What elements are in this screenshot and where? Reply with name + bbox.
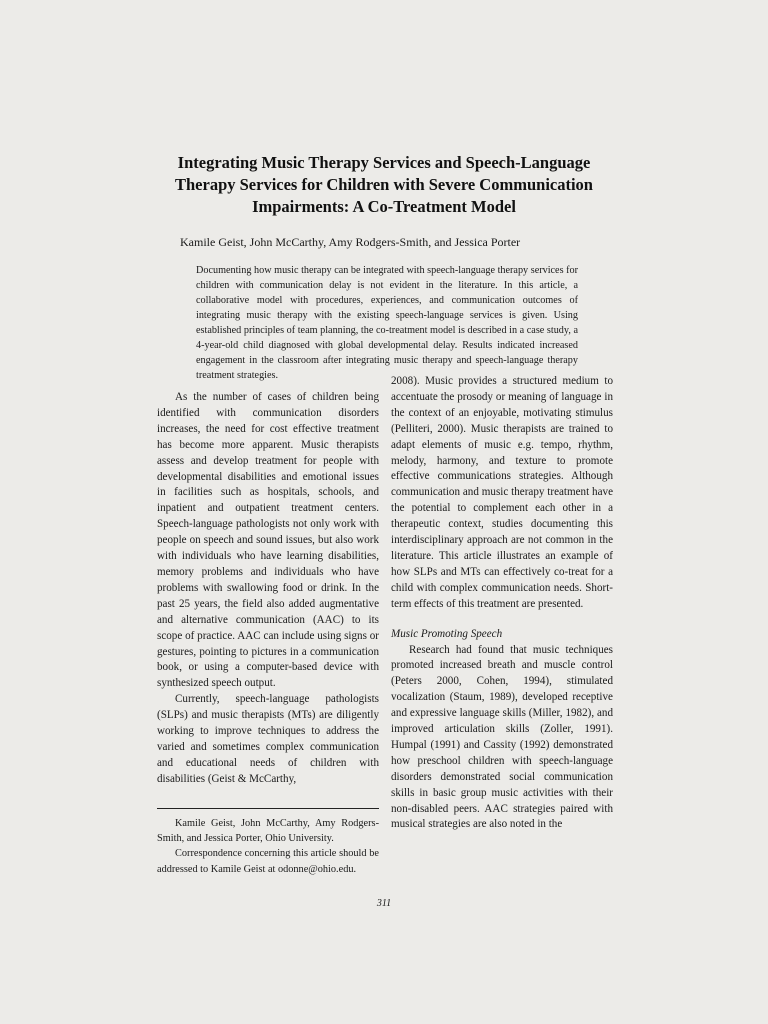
footnote-affiliation: Kamile Geist, John McCarthy, Amy Rodgers-Smith, and Jessica Porter, Ohio University. (157, 818, 379, 845)
page-number: 311 (376, 898, 392, 909)
article-title: Integrating Music Therapy Services and Speech-Language Therapy Services for Children with Severe Communication Impairments: A Co-Treatment Model (175, 153, 593, 216)
author-line: Kamile Geist, John McCarthy, Amy Rodgers-Smith, and Jessica Porter (180, 235, 521, 249)
left-column (157, 390, 379, 788)
section-heading: Music Promoting Speech (391, 627, 503, 640)
footnote (157, 816, 379, 877)
footnote-divider (157, 808, 379, 809)
body-paragraph: Research had found that music techniques promoted increased breath and muscle control (Peters 2000, Cohen, 1994), stimulated vocalization (Staum, 1989), developed receptive and expressive language skills (Miller, 1982), and improved articulation skills (Zoller, 1991). Humpal (1991) and Cassity (1992) demonstrated how preschool children with speech-language disorders demonstrated social communication skills in basic group music activities with their non-disabled peers. AAC strategies paired with musical strategies are also noted in the (391, 643, 613, 831)
body-paragraph-continued: 2008). Music provides a structured medium to accentuate the prosody or meaning of language in the context of an enjoyable, motivating stimulus (Pelliteri, 2000). Music therapists are trained to adapt elements of music e.g. tempo, rhythm, melody, harmony, and texture to promote effective communications strategies. Although communication and music therapy treatment have the potential to complement each other in a therapeutic context, studies documenting this interdisciplinary approach are not common in the literature. This article illustrates an example of how SLPs and MTs can effectively co-treat for a child with complex communication needs. Short-term effects of this treatment are presented. (391, 375, 613, 610)
abstract: Documenting how music therapy can be integrated with speech-language therapy services for children with communication delay is not evident in the literature. In this article, a collaborative model with procedures, experiences, and communication outcomes of integrating music therapy with the existing speech-language services is given. Using established principles of team planning, the co-treatment model is described in a case study, a 4-year-old child diagnosed with global developmental delay. Results indicated increased engagement in the classroom after integrating music therapy and speech-language therapy treatment strategies. (196, 265, 578, 381)
footnote-correspondence: Correspondence concerning this article should be addressed to Kamile Geist at odonne@ohio.edu. (157, 848, 379, 875)
right-column (391, 374, 613, 833)
body-paragraph: As the number of cases of children being identified with communication disorders increases, the need for cost effective treatment has become more apparent. Music therapists assess and develop treatment for people with developmental disabilities and emotional issues in facilities such as hospitals, schools, and inpatient and outpatient treatment centers. Speech-language pathologists not only work with people on speech and sound issues, but also work with individuals who have learning disabilities, memory problems and individuals who have problems with swallowing food or drink. In the past 25 years, the field also added augmentative and alternative communication (AAC) to its scope of practice. AAC can include using signs or gestures, pointing to pictures in a communication book, or using a computer-based device with synthesized speech output. (157, 391, 379, 690)
body-paragraph: Currently, speech-language pathologists (SLPs) and music therapists (MTs) are diligently working to improve techniques to address the varied and sometimes complex communication and educational needs of children with disabilities (Geist & McCarthy, (157, 693, 379, 785)
